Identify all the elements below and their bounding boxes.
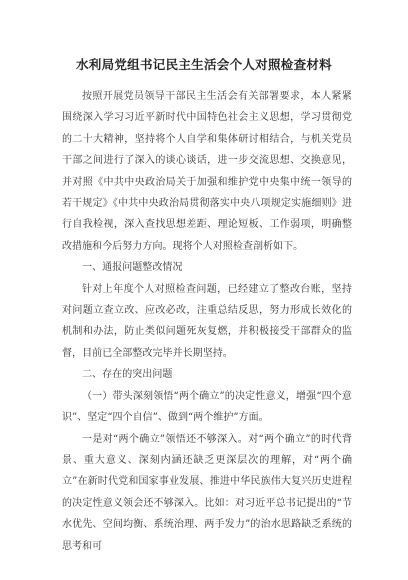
document-title: 水利局党组书记民主生活会个人对照检查材料 [75,57,332,72]
intro-paragraph: 按照开展党员领导干部民主生活会有关部署要求，本人紧紧围绕深入学习习近平新时代中国特色社会主义思想，学习贯彻党的二十大精神，坚持将个人自学和集体研讨相结合，与机关党员干部之间进行了深入的谈心谈话，进一步交流思想、交换意见，并对照《中共中央政治局关于加强和维护党中央集中统一领导的若干规定》《中共中央政治局贯彻落实中央八项规定实施细则》进行自我检视，深入查找思想差距、理论短板、工作弱项，明确整改措施和今后努力方向。现将个人对照检查剖析如下。 [62,91,352,252]
section-1-paragraph: 针对上年度个人对照检查问题，已经建立了整改台账，坚持对问题立查立改、应改必改，注重总结反思，努力形成长效化的机制和办法，防止类似问题死灰复燃，并积极接受干部群众的监督，目前已全部整改完毕并长期坚持。 [62,283,352,359]
subsection-1-paragraph: 一是对“两个确立”领悟还不够深入。对“两个确立”的时代背景、重大意义、深刻内涵还缺乏更深层次的理解，对“两个确立”在新时代党和国家事业发展、推进中华民族伟大复兴历史进程的决定性意义领会还不够深入。比如：对习近平总书记提出的“节水优先、空间均衡、系统治理、两手发力”的治水思路缺乏系统的思考和可 [62,433,352,552]
document-body [62,86,352,557]
subsection-1-heading: （一）带头深刻领悟“两个确立”的决定性意义，增强“四个意识”、坚定“四个自信”、做到“两个维护”方面。 [62,390,352,424]
section-heading-2: 二、存在的突出问题 [82,369,173,381]
section-heading-1: 一、通报问题整改情况 [82,262,183,274]
